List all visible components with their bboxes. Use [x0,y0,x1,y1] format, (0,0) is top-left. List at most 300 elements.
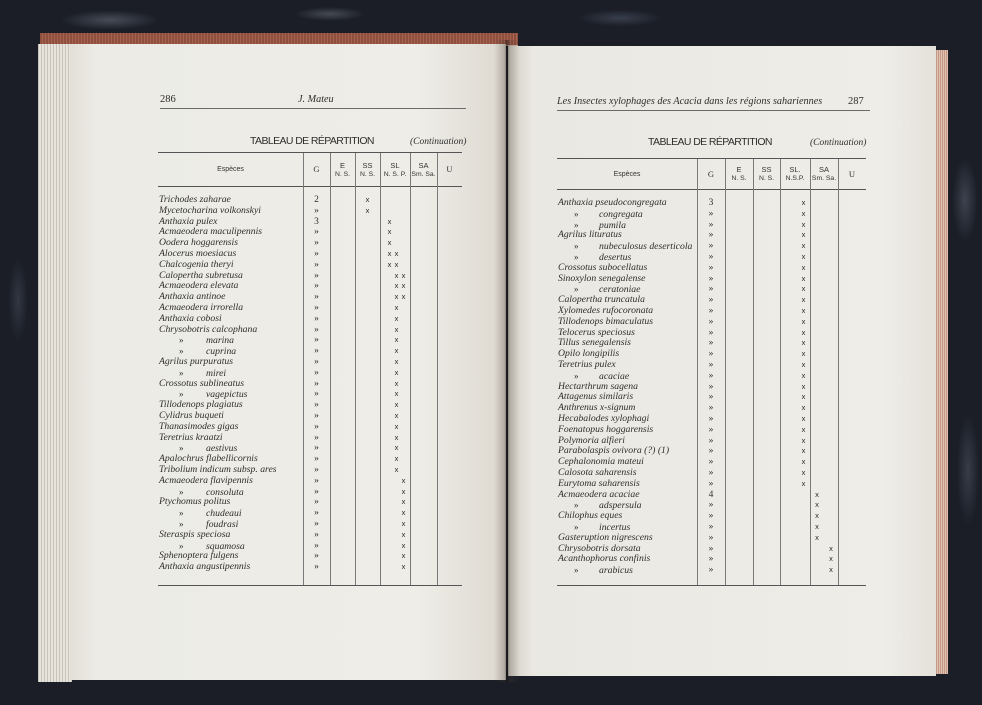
header-u: U [446,164,453,174]
cell-sa [810,284,838,295]
mark-sa-sa [424,379,438,390]
mark-sl-p: x [801,435,806,445]
cell-u [838,306,866,317]
mark-sl-s [393,206,400,217]
cell-u [838,511,866,522]
species-cell [557,360,697,371]
cell-ss [753,446,780,457]
species-cell [158,508,303,519]
cell-u [838,252,866,263]
mark-sl-s [793,490,800,501]
species-name: Attagenus similaris [558,392,634,403]
table-row [158,411,462,422]
cell-ss [355,465,380,476]
cell-e [725,522,753,533]
table-row [158,530,462,541]
page-stack-edge-left [38,44,72,682]
cell-ss [355,562,380,573]
cell-g: » [708,295,714,306]
mark-sl-s: x [394,432,399,442]
cell-g: » [708,457,714,468]
cell-e [725,209,753,220]
mark-sl-p: x [801,478,806,488]
table-row [158,217,462,228]
mark-sl-p: x [801,370,806,380]
table-row [158,508,462,519]
table-row [557,371,866,382]
cell-sl [780,230,810,241]
cell-sl [780,252,810,263]
table-row [158,562,462,573]
cell-ss [753,317,780,328]
mark-sl-p: x [801,349,806,359]
cell-ss [355,325,380,336]
mark-sa-sm [810,479,824,490]
mark-sl-p [800,500,807,511]
cell-u [838,490,866,501]
species-cell [158,249,303,260]
cell-sa [810,382,838,393]
mark-sa-sa [824,328,838,339]
cell-ss [355,260,380,271]
cell-sa [810,317,838,328]
cell-ss [753,328,780,339]
mark-sa-sm [410,325,424,336]
table-row [158,335,462,346]
cell-u [437,411,462,422]
cell-e [725,544,753,555]
mark-sl-p: x [801,403,806,413]
cell-ss [355,346,380,357]
mark-sa-sm [810,241,824,252]
cell-e [725,328,753,339]
cell-u [838,220,866,231]
mark-sl-n [386,541,393,552]
mark-sa-sm [410,271,424,282]
species-name: Sinoxylon senegalense [558,273,646,284]
page-stack-edge-right [936,50,948,674]
cell-ss [753,490,780,501]
ditto-mark: » [574,500,579,511]
cell-sa [810,220,838,231]
cell-g: » [708,554,714,565]
species-cell [158,303,303,314]
cell-g: » [708,305,714,316]
mark-sa-sa [424,281,438,292]
species-cell [158,357,303,368]
cell-ss [753,284,780,295]
cell-ss [753,457,780,468]
mark-sa-sm: x [815,489,819,499]
cell-sl [380,281,410,292]
cell-ss [355,281,380,292]
cell-ss [355,476,380,487]
cell-ss [753,522,780,533]
cell-g: » [708,251,714,262]
mark-sa-sm [410,411,424,422]
mark-sl-n [786,209,793,220]
mark-sa-sm [810,371,824,382]
species-cell [158,487,303,498]
cell-sl [780,414,810,425]
mark-sa-sa [824,360,838,371]
cell-e [725,457,753,468]
table-row [158,357,462,368]
cell-g: » [708,403,714,414]
species-name: marina [206,335,234,347]
cell-e [330,217,355,228]
mark-sa-sm [810,544,824,555]
mark-sl-p [800,554,807,565]
cell-sl [380,303,410,314]
cell-sl [780,241,810,252]
cell-g: » [314,464,319,475]
mark-sl-n [386,487,393,498]
cell-g: » [314,313,319,324]
cell-e [725,500,753,511]
table-row [557,220,866,231]
cell-sl [780,306,810,317]
species-name: Thanasimodes gigas [159,421,239,432]
species-cell [557,468,697,479]
cell-g: » [314,454,319,465]
table-row [557,479,866,490]
species-name: Gasteruption nigrescens [558,532,653,543]
cell-g: » [314,518,319,529]
species-name: Anthaxia cobosi [159,313,222,324]
cell-e [725,446,753,457]
table-row [557,533,866,544]
species-name: Tillus senegalensis [558,338,631,349]
species-cell [158,292,303,303]
mark-sa-sm [410,260,424,271]
header-species: Espèces [613,170,641,178]
mark-sa-sm [410,476,424,487]
mark-sl-p [400,195,407,206]
cell-e [330,227,355,238]
cell-e [725,490,753,501]
cell-e [725,392,753,403]
mark-sa-sm [410,346,424,357]
species-name: Agrilus purpuratus [159,356,234,367]
cell-ss [355,508,380,519]
cell-sl [380,541,410,552]
mark-sl-n [786,306,793,317]
cell-u [437,551,462,562]
mark-sl-p: x [801,305,806,315]
mark-sa-sa [824,295,838,306]
species-name: Acmaeodera flavipennis [159,475,253,486]
cell-sa [810,436,838,447]
mark-sl-n [786,230,793,241]
mark-sl-p [400,335,407,346]
cell-g: » [314,486,319,497]
cell-g: » [708,435,714,446]
species-cell [557,403,697,414]
species-name: Teretrius kraatzi [159,432,223,443]
cell-g: 2 [314,195,319,205]
distribution-table [158,152,462,586]
table-row [557,230,866,241]
cell-sa [410,411,437,422]
table-row [557,382,866,393]
cell-g: » [708,446,714,457]
mark-sl-p [400,303,407,314]
cell-sa [410,357,437,368]
cell-sa [410,562,437,573]
cell-u [437,400,462,411]
mark-sl-s: x [394,443,399,453]
cell-ss [355,411,380,422]
ditto-mark: » [574,241,579,252]
header-g: G [707,168,715,179]
cell-sl [380,206,410,217]
cell-u [838,522,866,533]
mark-sl-n: x [387,216,392,226]
cell-g: » [708,359,714,370]
cell-ss [753,382,780,393]
species-name: Steraspis speciosa [159,529,231,540]
cell-u [838,198,866,209]
mark-sl-n [386,454,393,465]
left-page [70,44,506,680]
cell-u [838,500,866,511]
table-row [557,565,866,576]
header-sa-sub: Sm. Sa. [411,170,436,178]
mark-sa-sa [824,403,838,414]
cell-sa [410,400,437,411]
cell-sl [380,433,410,444]
mark-sl-n [786,479,793,490]
mark-sl-s: x [394,410,399,420]
cell-ss [753,349,780,360]
cell-sl [780,544,810,555]
cell-e [725,425,753,436]
cell-sl [380,422,410,433]
mark-sa-sm [810,468,824,479]
species-name: Foenatopus hoggarensis [558,424,654,435]
mark-sa-sa: x [829,543,833,553]
cell-sa [410,443,437,454]
cell-sl [780,425,810,436]
cell-e [725,295,753,306]
table-row [158,195,462,206]
cell-sl [780,338,810,349]
mark-sa-sa [824,511,838,522]
mark-sl-n [786,360,793,371]
cell-e [330,519,355,530]
cell-ss [753,392,780,403]
mark-sa-sa [824,209,838,220]
mark-sl-s [793,371,800,382]
mark-sa-sa [424,389,438,400]
cell-sa [410,551,437,562]
cell-g: » [708,511,714,522]
mark-sl-n [786,198,793,209]
species-cell [158,271,303,282]
table-title: TABLEAU DE RÉPARTITION [250,135,374,147]
mark-sl-n [786,522,793,533]
mark-sa-sa [424,562,438,573]
table-row [158,206,462,217]
mark-sa-sa [824,522,838,533]
mark-sa-sa [424,433,438,444]
cell-g: » [314,238,319,249]
cell-e [725,317,753,328]
cell-u [838,284,866,295]
cell-u [838,479,866,490]
cell-e [725,263,753,274]
mark-sl-p [400,422,407,433]
cell-ss [753,544,780,555]
cell-sl [380,443,410,454]
cell-e [725,274,753,285]
mark-sl-s [793,338,800,349]
species-name: Acmaeodera acaciae [558,489,640,500]
cell-u [437,227,462,238]
table-row [158,368,462,379]
ditto-mark: » [179,540,184,551]
cell-e [725,220,753,231]
species-cell [158,541,303,552]
mark-sa-sm [810,209,824,220]
species-name: Hectarthrum sagena [558,381,638,392]
species-cell [557,263,697,274]
cell-ss [753,338,780,349]
cell-g: » [708,467,714,478]
mark-sl-n [786,446,793,457]
mark-sl-s [793,209,800,220]
species-cell [158,411,303,422]
mark-sl-s: x [394,248,399,258]
mark-sa-sa [424,476,438,487]
mark-sa-sm [810,436,824,447]
mark-sl-s [393,551,400,562]
cell-ss [355,497,380,508]
mark-sl-s: x [394,367,399,377]
cell-sa [410,325,437,336]
mark-sl-n [386,325,393,336]
cell-sa [410,271,437,282]
mark-sl-s [393,530,400,541]
table-row [557,241,866,252]
mark-sl-n [786,436,793,447]
mark-sl-s: x [394,324,399,334]
header-ss-sub: N. S. [359,170,376,178]
mark-sa-sa [824,252,838,263]
cell-u [437,368,462,379]
table-row [158,379,462,390]
species-cell [158,217,303,228]
cell-e [330,508,355,519]
cell-ss [355,238,380,249]
cell-ss [355,379,380,390]
mark-sl-n [386,368,393,379]
mark-sa-sm [810,414,824,425]
species-cell [158,476,303,487]
right-page [508,46,936,676]
cell-u [437,454,462,465]
table-row [557,360,866,371]
mark-sl-p: x [801,241,806,251]
species-name: Sphenoptera fulgens [159,551,239,562]
table-row [557,414,866,425]
cell-ss [753,414,780,425]
species-name: Chilophus eques [558,511,623,522]
species-cell [557,241,697,252]
running-head: Les Insectes xylophages des Acacia dans les régions sahariennes [557,96,823,107]
mark-sl-n [386,379,393,390]
cell-u [838,468,866,479]
mark-sl-p: x [801,208,806,218]
cell-sl [380,476,410,487]
mark-sa-sm [810,263,824,274]
cell-u [838,533,866,544]
species-name: Ptychomus politus [159,497,231,508]
cell-g: » [708,241,714,252]
mark-sl-s: x [394,389,399,399]
cell-u [437,217,462,228]
species-name: Teretrius pulex [558,359,616,370]
cell-sa [810,490,838,501]
species-cell [557,479,697,490]
cell-sl [380,227,410,238]
cell-sl [780,284,810,295]
mark-sa-sm [810,403,824,414]
mark-sa-sa [424,530,438,541]
ditto-mark: » [179,518,184,529]
mark-sa-sa [824,198,838,209]
species-cell [158,443,303,454]
cell-g: » [708,219,714,230]
species-cell [557,209,697,220]
mark-sa-sm [810,284,824,295]
species-name: Chrysobotris dorsata [558,543,641,554]
species-cell [158,497,303,508]
mark-sl-n [386,508,393,519]
cell-sl [780,522,810,533]
cell-sl [380,389,410,400]
cell-g: » [708,284,714,295]
cell-u [437,476,462,487]
species-cell [557,198,697,209]
species-cell [557,522,697,533]
species-name: Acmaeodera irrorella [159,302,244,313]
header-e [725,159,753,189]
cell-e [330,422,355,433]
mark-sl-s [793,446,800,457]
cell-sa [810,479,838,490]
table-row [158,249,462,260]
header-sa-label: SA [418,160,429,170]
cell-sa [410,227,437,238]
mark-sa-sa [824,392,838,403]
mark-sa-sa [424,227,438,238]
mark-sl-s [793,252,800,263]
mark-sa-sm [410,433,424,444]
cell-sl [380,357,410,368]
mark-sa-sa [424,271,438,282]
mark-sa-sa [824,284,838,295]
species-name: Xylomedes rufocoronata [558,305,654,316]
mark-sl-n [386,271,393,282]
mark-sl-n [786,338,793,349]
species-name: Cephalonomia mateui [558,457,644,468]
mark-sl-s [393,562,400,573]
mark-sl-p: x [801,198,806,207]
mark-sl-s: x [394,356,399,366]
mark-sl-p: x [801,230,806,240]
